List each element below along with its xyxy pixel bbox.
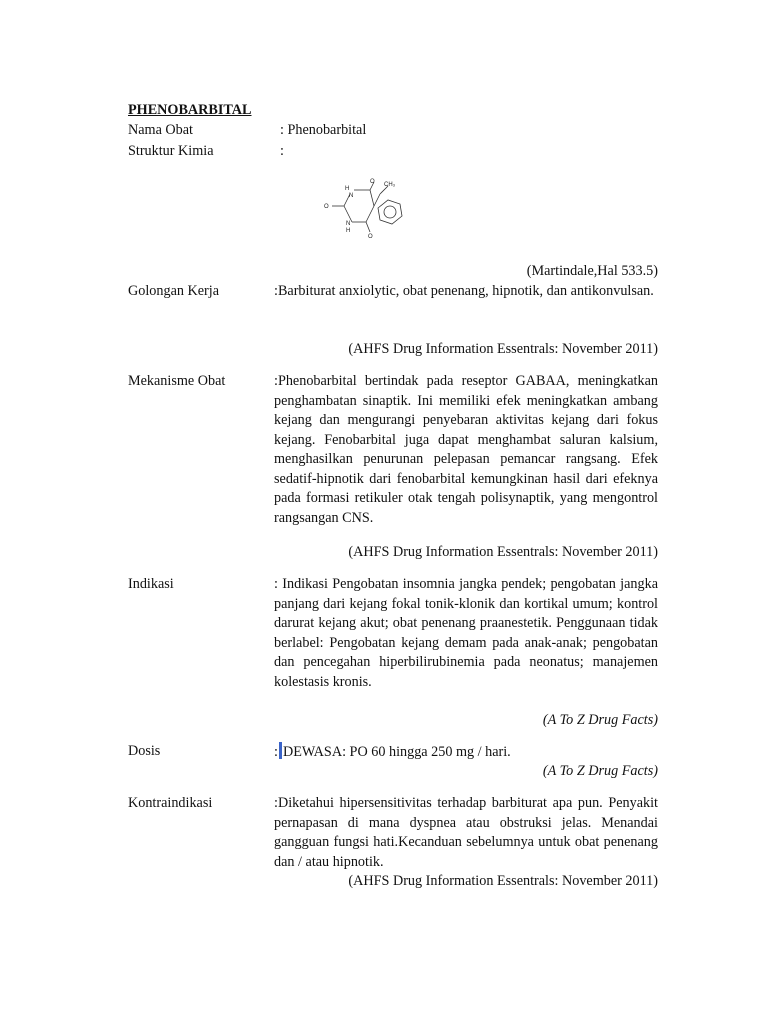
indikasi-label: Indikasi: [128, 576, 174, 592]
mekanisme-obat-text: :Phenobarbital bertindak pada reseptor GABAA, meningkatkan penghambatan sinaptik. Ini memiliki efek meningkatkan ambang kejang dan mengurangi penyebaran aktivitas kejang dari fokus kejang. Fenobarbital juga dapat menghambat saluran kalsium, menghasilkan penurunan pelepasan pemancar rangsang. Efek sedatif-hipnotik dari fenobarbital kemungkinan hasil dari efeknya pada formasi retikuler otak tengah polisynaptik, yang mengontrol rangsangan CNS.: [274, 373, 658, 526]
kontraindikasi-label: Kontraindikasi: [128, 795, 213, 811]
mekanisme-obat-label: Mekanisme Obat: [128, 373, 226, 389]
atom-label: N: [346, 221, 351, 227]
dosis-reference: (A To Z Drug Facts): [542, 763, 658, 779]
atom-label: H: [346, 228, 351, 234]
nama-obat-label: Nama Obat: [128, 122, 194, 138]
kontraindikasi-text: :Diketahui hipersensitivitas terhadap barbiturat apa pun. Penyakit pernapasan di mana dyspnea atau obstruksi jelas. Menandai gangguan fungsi hati.Kecanduan sebelumnya untuk obat penenang dan / atau hipnotik.: [274, 795, 658, 870]
kontraindikasi-reference: (AHFS Drug Information Essentrals: November 2011): [348, 873, 658, 889]
atom-label: O: [324, 204, 329, 210]
dosis-value: [274, 742, 658, 763]
indikasi-reference: (A To Z Drug Facts): [542, 712, 658, 728]
dosis-prefix: :: [274, 744, 278, 760]
page-title: PHENOBARBITAL: [128, 102, 252, 118]
atom-label: O: [368, 234, 373, 240]
dosis-text: DEWASA: PO 60 hingga 250 mg / hari.: [282, 744, 511, 760]
text-cursor: [279, 742, 282, 759]
atom-label: H: [345, 186, 350, 192]
dosis-label: Dosis: [128, 743, 161, 759]
mekanisme-obat-reference: (AHFS Drug Information Essentrals: November 2011): [348, 544, 658, 560]
atom-label: N: [349, 193, 354, 199]
struktur-kimia-value: :: [280, 143, 284, 159]
struktur-kimia-reference: (Martindale,Hal 533.5): [526, 263, 658, 279]
phenobarbital-structure-drawing: [318, 178, 414, 242]
indikasi-text: : Indikasi Pengobatan insomnia jangka pendek; pengobatan jangka panjang dari kejang fokal tonik-klonik dan kortikal umum; kontrol darurat kejang akut; obat penenang praanestetik. Penggunaan tidak berlabel: Pengobatan kejang demam pada anak-anak; pengobatan dan pencegahan hiperbilirubinemia pada neonatus; manajemen kolestasis kronis.: [274, 576, 658, 690]
struktur-kimia-label: Struktur Kimia: [128, 143, 214, 159]
golongan-kerja-text: :Barbiturat anxiolytic, obat penenang, hipnotik, dan antikonvulsan.: [274, 283, 654, 299]
atom-label: CH₃: [384, 182, 396, 188]
atom-label: O: [370, 179, 375, 185]
golongan-kerja-reference: (AHFS Drug Information Essentrals: November 2011): [348, 341, 658, 357]
chemical-structure-image: [318, 178, 414, 242]
nama-obat-value: : Phenobarbital: [280, 122, 367, 138]
golongan-kerja-label: Golongan Kerja: [128, 283, 220, 299]
